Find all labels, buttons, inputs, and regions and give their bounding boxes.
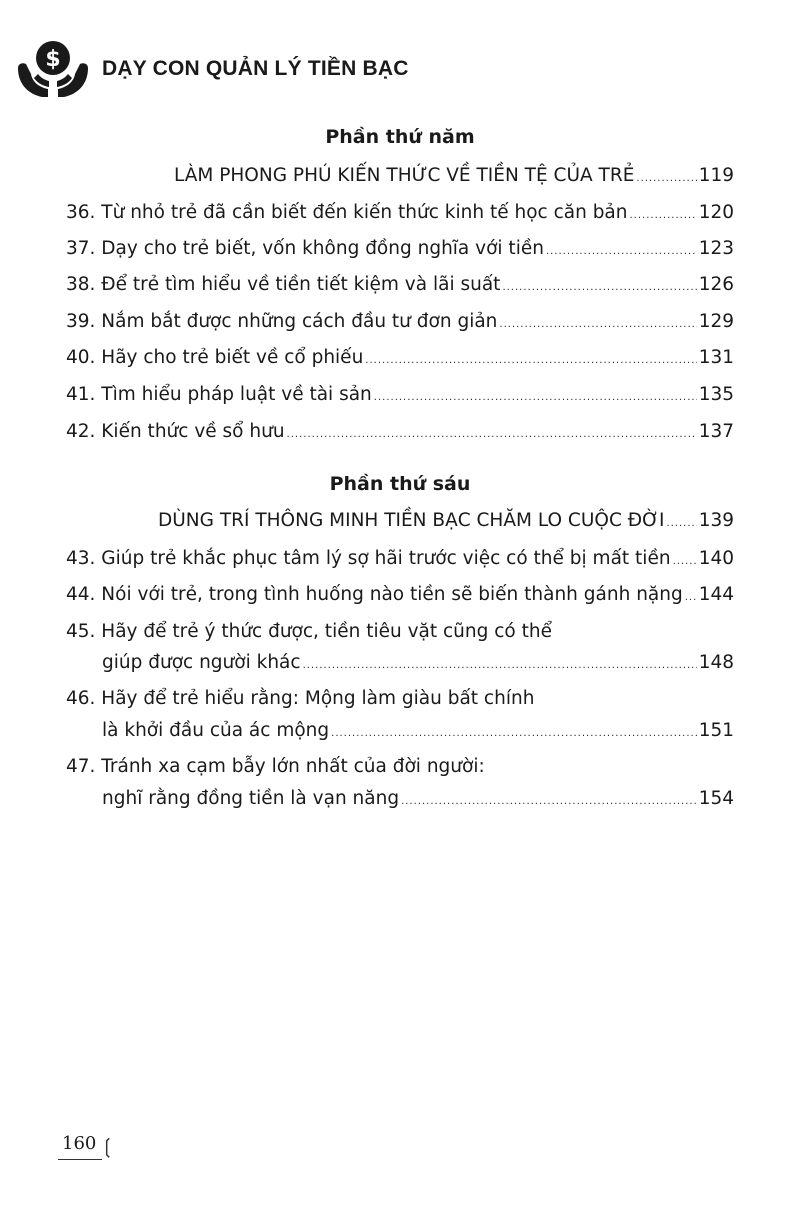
page-ref: 126: [698, 274, 734, 295]
page-ref: 144: [698, 584, 734, 605]
leader-dots: [636, 166, 696, 192]
toc-entry: [66, 272, 734, 301]
entry-title-line1: 46. Hãy để trẻ hiểu rằng: Mộng làm giàu bất chính: [66, 688, 535, 709]
entry-title: 41. Tìm hiểu pháp luật về tài sản: [66, 384, 372, 405]
entry-title: 38. Để trẻ tìm hiểu về tiền tiết kiệm và lãi suất: [66, 274, 501, 295]
page-ref: 148: [698, 652, 734, 673]
page-ref: 151: [698, 720, 734, 741]
entry-title: 39. Nắm bắt được những cách đầu tư đơn giản: [66, 311, 498, 332]
chapter-title: DÙNG TRÍ THÔNG MINH TIỀN BẠC CHĂM LO CUỘC ĐỜI: [158, 510, 665, 531]
toc-entry: [66, 419, 734, 448]
page-ref: 120: [698, 202, 734, 223]
toc-entry: [66, 236, 734, 265]
page-number: 160: [62, 1133, 97, 1154]
entry-title-line1: 47. Tránh xa cạm bẫy lớn nhất của đời người:: [66, 756, 485, 777]
entry-title: giúp được người khác: [102, 652, 301, 673]
toc-entry: [102, 786, 734, 815]
leader-dots: [546, 239, 697, 265]
page-ref: 131: [698, 347, 734, 368]
chapter-entry: [174, 163, 734, 192]
page-ref: 154: [698, 788, 734, 809]
leader-dots: [365, 348, 696, 374]
entry-title: là khởi đầu của ác mộng: [102, 720, 330, 741]
entry-title: 40. Hãy cho trẻ biết về cổ phiếu: [66, 347, 364, 368]
leader-dots: [401, 789, 697, 815]
page-ref: 135: [698, 384, 734, 405]
leader-dots: [499, 312, 696, 338]
toc-entry: [102, 718, 734, 747]
part-heading: Phần thứ sáu: [329, 473, 471, 495]
page-ref: 137: [698, 421, 734, 442]
entry-title: 43. Giúp trẻ khắc phục tâm lý sợ hãi trước việc có thể bị mất tiền: [66, 548, 671, 569]
toc-entry: [66, 309, 734, 338]
footer-bracket: ❲: [99, 1134, 116, 1158]
entry-title: 42. Kiến thức về sổ hưu: [66, 421, 285, 442]
toc-entry: [66, 200, 734, 229]
page-ref: 119: [698, 165, 734, 186]
book-title: DẠY CON QUẢN LÝ TIỀN BẠC: [102, 57, 409, 80]
page-ref: 139: [698, 510, 734, 531]
page-ref: 123: [698, 238, 734, 259]
footer-rule: [58, 1159, 102, 1160]
leader-dots: [303, 653, 697, 679]
toc-entry: [66, 345, 734, 374]
chapter-entry: [158, 508, 734, 537]
leader-dots: [630, 203, 697, 229]
entry-title: 36. Từ nhỏ trẻ đã cần biết đến kiến thức kinh tế học căn bản: [66, 202, 628, 223]
leader-dots: [673, 549, 697, 575]
entry-title: 44. Nói với trẻ, trong tình huống nào tiền sẽ biến thành gánh nặng: [66, 584, 683, 605]
leader-dots: [685, 585, 697, 611]
page-ref: 140: [698, 548, 734, 569]
page-ref: 129: [698, 311, 734, 332]
leader-dots: [287, 422, 697, 448]
money-hands-icon: [14, 34, 92, 104]
chapter-title: LÀM PHONG PHÚ KIẾN THỨC VỀ TIỀN TỆ CỦA TRẺ: [174, 165, 635, 186]
leader-dots: [666, 511, 696, 537]
leader-dots: [374, 385, 697, 411]
leader-dots: [502, 275, 696, 301]
running-header: [14, 34, 409, 104]
leader-dots: [331, 721, 697, 747]
toc-entry: [66, 546, 734, 575]
toc-entry: [66, 382, 734, 411]
entry-title: nghĩ rằng đồng tiền là vạn năng: [102, 788, 400, 809]
entry-title: 37. Dạy cho trẻ biết, vốn không đồng nghĩa với tiền: [66, 238, 544, 259]
entry-title-line1: 45. Hãy để trẻ ý thức được, tiền tiêu vặt cũng có thể: [66, 621, 552, 642]
toc-entry: [66, 582, 734, 611]
svg-text:$: $: [45, 47, 61, 72]
toc-entry: [102, 650, 734, 679]
part-heading: Phần thứ năm: [325, 126, 475, 148]
